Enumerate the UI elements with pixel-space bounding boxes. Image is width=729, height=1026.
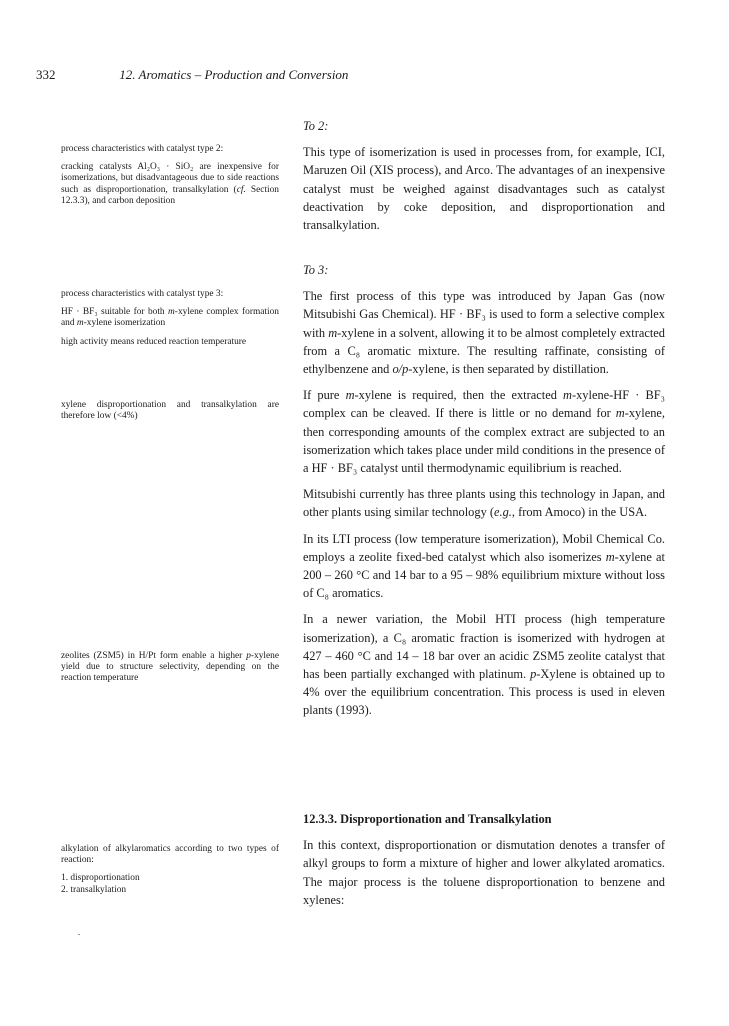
section-heading: 12.3.3. Disproportionation and Transalkylation <box>303 812 552 826</box>
body-paragraph: The first process of this type was introduced by Japan Gas (now Mitsubishi Gas Chemical). HF · BF₃ is used to form a selective complex with m-xylene in a solvent, allowing it to be almost completely extracted from a C₈ aromatic mixture. The resulting raffinate, consisting of ethylbenzene and o/p-xylene, is then separated by distillation. <box>303 289 665 377</box>
italic-term: o/p- <box>392 362 413 377</box>
body-paragraph: If pure m-xylene is required, then the extracted m-xylene-HF · BF₃ complex can be cleaved. If there is little or no demand for m-xylene, then corresponding amounts of the complex extract are subjected to an isomerization which takes place under mild conditions in the presence of a HF · BF₃ catalyst until thermodynamic equilibrium is reached. <box>303 388 665 476</box>
body-paragraph: This type of isomerization is used in processes from, for example, ICI, Maruzen Oil (XIS process), and Arco. The advantages of an inexpensive catalyst must be weighed against disadvantages such as catalyst deactivation by coke deposition, and disproportionation and transalkylation. <box>303 145 665 233</box>
running-title: 12. Aromatics – Production and Conversion <box>119 67 349 82</box>
margin-note-heading: process characteristics with catalyst type 3: <box>61 289 224 299</box>
list-item: 2. transalkylation <box>61 884 127 895</box>
section-12-3-3 <box>303 810 665 917</box>
italic-term: p- <box>530 667 541 682</box>
italic-term: m- <box>605 549 619 564</box>
margin-note-disproportionation-low <box>61 400 279 429</box>
scan-speck <box>78 934 80 935</box>
italic-term: m- <box>168 307 178 318</box>
margin-note-catalyst-type-2 <box>61 144 279 214</box>
body-paragraph: In this context, disproportionation or dismutation denotes a transfer of alkyl groups to form a mixture of higher and lower alkylated aromatics. The major process is the toluene disproportionation to benzene and xylenes: <box>303 838 665 907</box>
page-number: 332 <box>36 67 56 82</box>
margin-note-heading: process characteristics with catalyst type 2: <box>61 144 224 154</box>
subsection-label: To 2: <box>303 119 329 133</box>
body-paragraph: Mitsubishi currently has three plants using this technology in Japan, and other plants using similar technology (e.g., from Amoco) in the USA. <box>303 487 665 520</box>
list-item: 1. disproportionation <box>61 873 140 884</box>
italic-term: e.g. <box>494 505 512 520</box>
page-header <box>36 67 348 83</box>
section-to-3 <box>303 261 665 728</box>
margin-note-text: xylene disproportionation and transalkylation are therefore low (<4%) <box>61 400 279 422</box>
margin-note-catalyst-type-3 <box>61 289 279 355</box>
margin-note-text: zeolites (ZSM5) in H/Pt form enable a higher p-xylene yield due to structure selectivity, depending on the reaction temperature <box>61 651 279 684</box>
italic-term: m- <box>615 406 629 421</box>
margin-note-alkylation <box>61 844 279 896</box>
margin-note-text: cracking catalysts Al₂O₃ · SiO₂ are inexpensive for isomerizations, but disadvantageous due to side reactions such as disproportionation, transalkylation (cf. Section 12.3.3), and carbon deposition <box>61 162 279 206</box>
margin-note-heading: alkylation of alkylaromatics according to two types of reaction: <box>61 844 279 866</box>
italic-term: m- <box>328 325 342 340</box>
italic-term: p- <box>246 651 254 661</box>
italic-term: cf. <box>236 184 246 195</box>
reaction-types-list <box>61 873 279 895</box>
subsection-label: To 3: <box>303 263 329 277</box>
italic-term: m- <box>345 388 359 403</box>
body-paragraph: In its LTI process (low temperature isomerization), Mobil Chemical Co. employs a zeolite fixed-bed catalyst which also isomerizes m-xylene at 200 – 260 °C and 14 bar to a 95 – 98% equilibrium mixture without loss of C₈ aromatics. <box>303 531 665 601</box>
italic-term: m- <box>76 318 87 329</box>
margin-note-text: high activity means reduced reaction temperature <box>61 336 247 347</box>
body-paragraph: In a newer variation, the Mobil HTI process (high temperature isomerization), a C₈ aromatic fraction is isomerized with hydrogen at 427 – 460 °C and 14 – 18 bar over an acidic ZSM5 zeolite catalyst that has been partially exchanged with platinum. p-Xylene is obtained up to 4% over the equilibrium concentration. This process is used in eleven plants (1993). <box>303 612 665 718</box>
margin-note-text: HF · BF₃ suitable for both m-xylene complex formation and m-xylene isomerization <box>61 307 279 329</box>
section-to-2 <box>303 117 665 242</box>
italic-term: m- <box>563 388 577 403</box>
margin-note-zeolites <box>61 651 279 692</box>
